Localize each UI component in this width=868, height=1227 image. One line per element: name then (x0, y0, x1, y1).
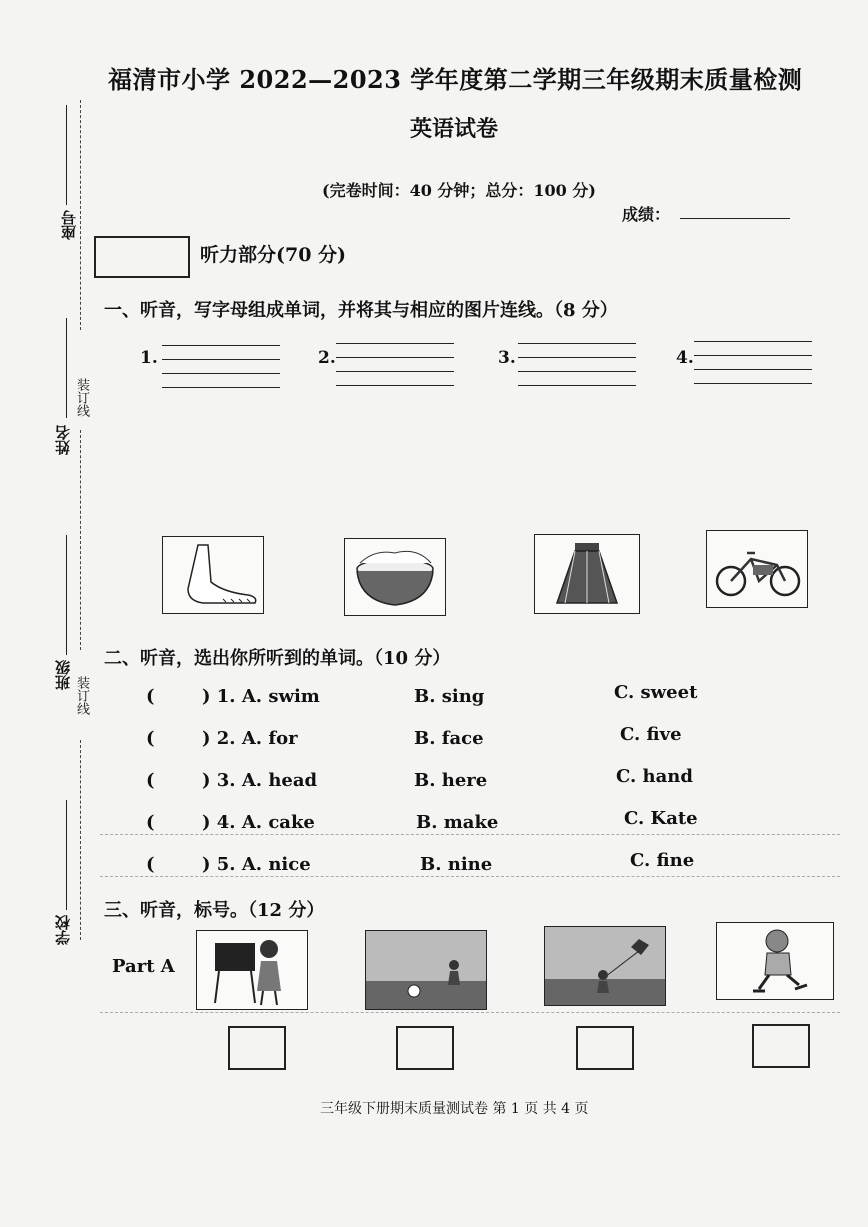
s2-q5-c[interactable]: C. fine (630, 850, 695, 871)
s3-answer-box-1[interactable] (228, 1026, 286, 1070)
s1-num-3: 3. (498, 348, 516, 368)
s2-q2-b[interactable]: B. face (414, 728, 484, 749)
section1-heading: 一、听音，写字母组成单词，并将其与相应的图片连线。（8 分） (104, 300, 618, 321)
s2-q1-a[interactable]: ) 1. A. swim (202, 686, 320, 707)
s2-q2-c[interactable]: C. five (620, 724, 682, 745)
rice-picture[interactable] (344, 538, 446, 616)
binding-label-2: 装订线 (74, 676, 89, 715)
s2-q4-c[interactable]: C. Kate (624, 808, 698, 829)
class-line (66, 535, 67, 655)
s2-q1-c[interactable]: C. sweet (614, 682, 698, 703)
s1-answer-lines-1[interactable] (162, 332, 280, 388)
s1-num-1: 1. (140, 348, 158, 368)
binding-dash-2 (80, 430, 81, 650)
part-a-label: Part A (112, 956, 175, 977)
kite-icon (545, 927, 665, 1005)
binding-dash-3 (80, 740, 81, 940)
s3-answer-box-4[interactable] (752, 1024, 810, 1068)
football-icon (366, 931, 486, 1009)
binding-label-1: 装订线 (74, 378, 89, 417)
section2-heading: 二、听音，选出你所听到的单词。（10 分） (104, 648, 451, 669)
bike-picture[interactable] (706, 530, 808, 608)
s1-answer-lines-4[interactable] (694, 328, 812, 384)
skirt-icon (535, 535, 639, 613)
binding-dash-1 (80, 100, 81, 330)
s3-answer-box-2[interactable] (396, 1026, 454, 1070)
school-line (66, 800, 67, 910)
foot-icon (163, 537, 263, 613)
foot-picture[interactable] (162, 536, 264, 614)
skirt-picture[interactable] (534, 534, 640, 614)
school-label: 学校 (54, 915, 72, 945)
seat-line (66, 105, 67, 205)
s1-answer-lines-2[interactable] (336, 330, 454, 386)
s1-num-2: 2. (318, 348, 336, 368)
s2-q4-open: ( (146, 812, 155, 833)
s3-answer-box-3[interactable] (576, 1026, 634, 1070)
s2-q5-a[interactable]: ) 5. A. nice (202, 854, 311, 875)
girl-drawing-icon (197, 931, 307, 1009)
s1-answer-lines-3[interactable] (518, 330, 636, 386)
section-score-box[interactable] (94, 236, 190, 278)
s2-q4-b[interactable]: B. make (416, 812, 499, 833)
s2-q3-a[interactable]: ) 3. A. head (202, 770, 318, 791)
seat-label: 座号 (60, 210, 78, 240)
s2-rule-5 (100, 876, 840, 877)
s2-q5-b[interactable]: B. nine (420, 854, 493, 875)
s2-q3-open: ( (146, 770, 155, 791)
s1-num-4: 4. (676, 348, 694, 368)
s3-rule (100, 1012, 840, 1013)
s2-q1-open: ( (146, 686, 155, 707)
s2-rule-4 (100, 834, 840, 835)
class-label: 班级 (54, 660, 72, 690)
s3-picture-3[interactable] (544, 926, 666, 1006)
score-label: 成绩： (622, 205, 671, 224)
name-label: 姓名 (54, 425, 72, 455)
s2-q3-c[interactable]: C. hand (616, 766, 693, 787)
skating-icon (717, 923, 833, 999)
s3-picture-4[interactable] (716, 922, 834, 1000)
s2-q1-b[interactable]: B. sing (414, 686, 485, 707)
s2-q2-open: ( (146, 728, 155, 749)
section3-heading: 三、听音，标号。（12 分） (104, 900, 325, 921)
page-footer: 三年级下册期末质量测试卷 第 1 页 共 4 页 (320, 1101, 589, 1117)
rice-bowl-icon (345, 539, 445, 615)
time-info: (完卷时间：40 分钟；总分：100 分) (322, 181, 596, 200)
bike-icon (707, 531, 807, 607)
page-subtitle: 英语试卷 (410, 116, 499, 142)
s2-q5-open: ( (146, 854, 155, 875)
s3-picture-2[interactable] (365, 930, 487, 1010)
score-field[interactable] (680, 218, 790, 219)
page-title: 福清市小学 2022—2023 学年度第二学期三年级期末质量检测 (108, 65, 803, 94)
s2-q4-a[interactable]: ) 4. A. cake (202, 812, 315, 833)
s3-picture-1[interactable] (196, 930, 308, 1010)
s2-q3-b[interactable]: B. here (414, 770, 488, 791)
name-line (66, 318, 67, 418)
s2-q2-a[interactable]: ) 2. A. for (202, 728, 298, 749)
listening-heading: 听力部分(70 分) (200, 244, 347, 266)
